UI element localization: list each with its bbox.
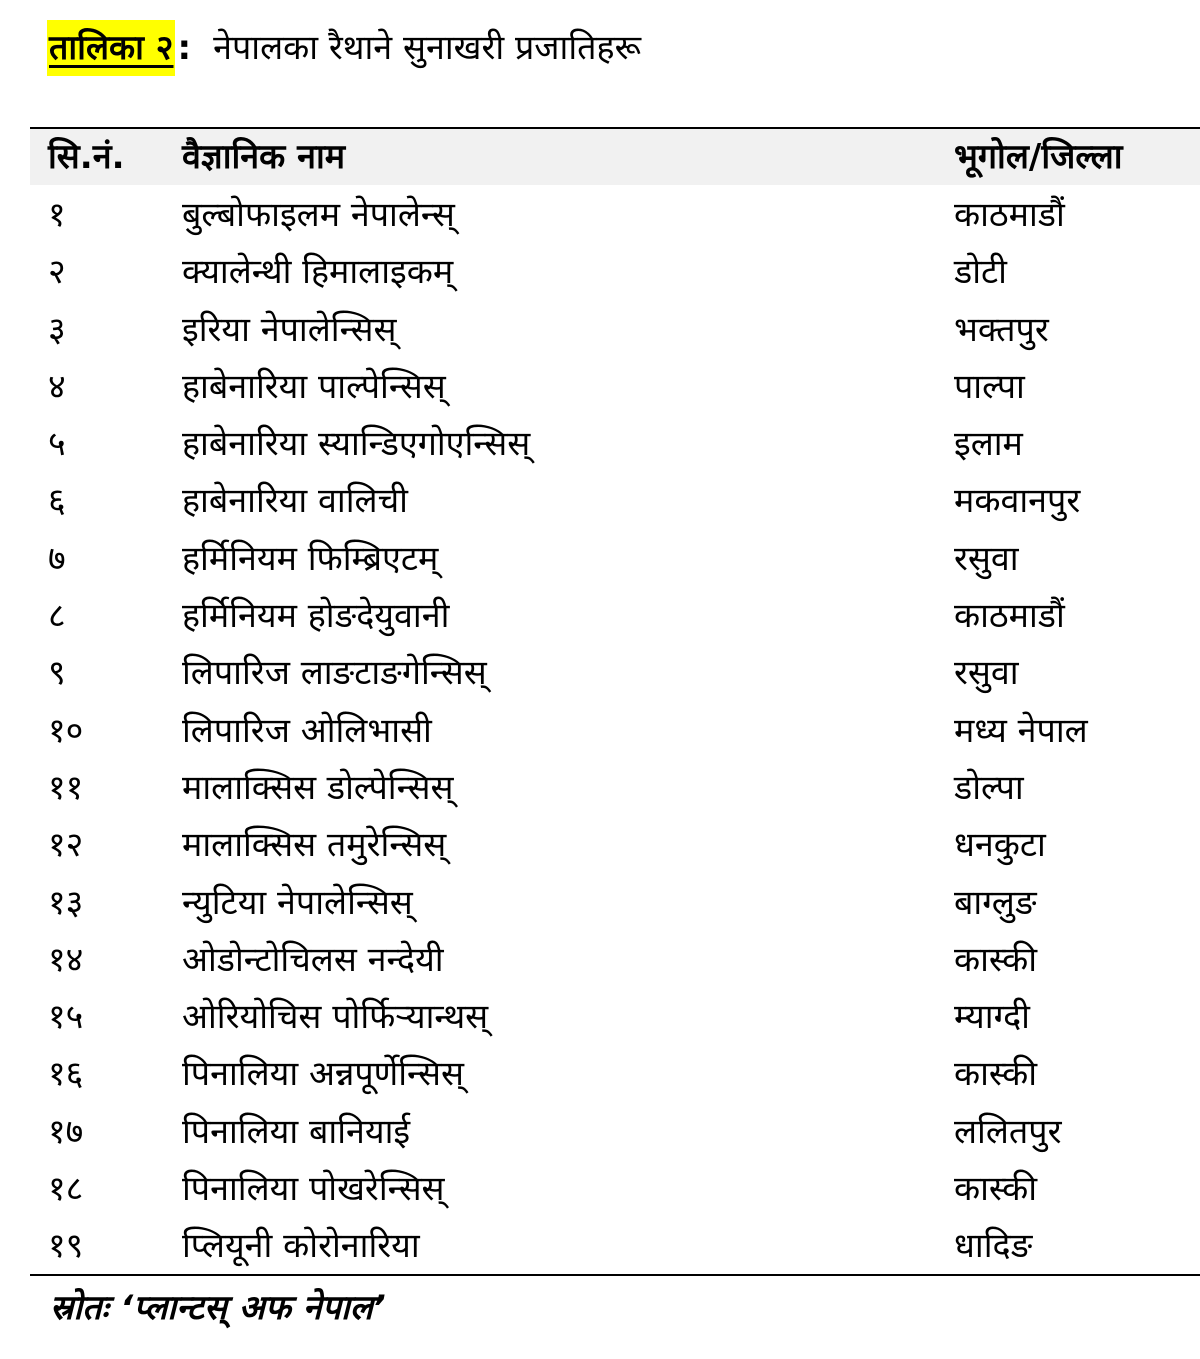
row-district: धनकुटा bbox=[954, 825, 1046, 866]
table-row bbox=[30, 473, 1200, 530]
row-scientific-name: बुल्बोफाइलम नेपालेन्स् bbox=[182, 195, 455, 235]
row-scientific-name: प्लियूनी कोरोनारिया bbox=[182, 1226, 420, 1267]
row-scientific-name: लिपारिज ओलिभासी bbox=[182, 710, 432, 751]
table-row bbox=[30, 1218, 1200, 1275]
row-serial: १२ bbox=[48, 825, 84, 866]
row-scientific-name: मालाक्सिस डोल्पेन्सिस् bbox=[182, 767, 454, 808]
row-district: म्याग्दी bbox=[954, 997, 1030, 1038]
caption-label: तालिका २ bbox=[47, 20, 175, 76]
row-serial: १५ bbox=[48, 997, 84, 1038]
row-district: काठमाडौं bbox=[954, 195, 1065, 235]
table-row bbox=[30, 703, 1200, 760]
table-row bbox=[30, 645, 1200, 702]
row-district: धादिङ bbox=[954, 1226, 1033, 1267]
header-serial: सि.नं. bbox=[48, 137, 125, 177]
table-row bbox=[30, 1104, 1200, 1161]
row-serial: ५ bbox=[48, 424, 66, 465]
table-row bbox=[30, 302, 1200, 359]
table-caption bbox=[47, 20, 641, 76]
table-row bbox=[30, 989, 1200, 1046]
row-scientific-name: ओडोन्टोचिलस नन्देयी bbox=[182, 939, 444, 980]
table-row bbox=[30, 760, 1200, 817]
row-serial: ४ bbox=[48, 366, 66, 407]
table-row bbox=[30, 875, 1200, 932]
table-row bbox=[30, 817, 1200, 874]
table-row bbox=[30, 932, 1200, 989]
table-row bbox=[30, 359, 1200, 416]
row-scientific-name: हाबेनारिया स्यान्डिएगोएन्सिस् bbox=[182, 424, 531, 465]
table-row bbox=[30, 1046, 1200, 1103]
row-scientific-name: पिनालिया अन्नपूर्णेन्सिस् bbox=[182, 1054, 464, 1095]
row-scientific-name: न्युटिया नेपालेन्सिस् bbox=[182, 882, 413, 923]
table-row bbox=[30, 416, 1200, 473]
header-scientific-name: वैज्ञानिक नाम bbox=[182, 137, 346, 177]
row-scientific-name: मालाक्सिस तमुरेन्सिस् bbox=[182, 825, 447, 866]
row-district: कास्की bbox=[954, 939, 1038, 980]
row-scientific-name: हर्मिनियम फिम्ब्रिएटम् bbox=[182, 538, 439, 579]
table-header bbox=[30, 129, 1200, 185]
header-district: भूगोल/जिल्ला bbox=[954, 137, 1123, 177]
table-row bbox=[30, 187, 1200, 244]
row-serial: ९ bbox=[48, 653, 66, 694]
row-serial: २ bbox=[48, 252, 66, 293]
row-district: ललितपुर bbox=[954, 1111, 1062, 1152]
row-scientific-name: इरिया नेपालेन्सिस् bbox=[182, 309, 397, 350]
row-scientific-name: ओरियोचिस पोर्फिर्‍यान्थस् bbox=[182, 997, 489, 1038]
row-serial: १८ bbox=[48, 1169, 84, 1210]
row-serial: ३ bbox=[48, 309, 66, 350]
row-serial: १४ bbox=[48, 939, 84, 980]
caption-colon: : bbox=[177, 28, 192, 68]
row-serial: १६ bbox=[48, 1054, 84, 1095]
row-serial: १९ bbox=[48, 1226, 84, 1267]
table-row bbox=[30, 1161, 1200, 1218]
source-note: स्रोतः ‘प्लान्टस् अफ नेपाल’ bbox=[50, 1288, 386, 1328]
row-serial: ७ bbox=[48, 538, 66, 579]
table-bottom-rule bbox=[30, 1274, 1200, 1276]
table-row bbox=[30, 588, 1200, 645]
row-district: कास्की bbox=[954, 1169, 1038, 1210]
row-district: इलाम bbox=[954, 424, 1023, 465]
row-district: रसुवा bbox=[954, 538, 1019, 579]
row-scientific-name: हाबेनारिया पाल्पेन्सिस् bbox=[182, 366, 446, 407]
table-row bbox=[30, 244, 1200, 301]
row-serial: १७ bbox=[48, 1111, 84, 1152]
row-district: मध्य नेपाल bbox=[954, 710, 1088, 751]
row-scientific-name: हाबेनारिया वालिची bbox=[182, 481, 408, 522]
row-serial: १३ bbox=[48, 882, 84, 923]
row-district: बाग्लुङ bbox=[954, 882, 1037, 923]
caption-text: नेपालका रैथाने सुनाखरी प्रजातिहरू bbox=[213, 28, 642, 68]
row-scientific-name: लिपारिज लाङटाङगेन्सिस् bbox=[182, 653, 487, 694]
row-serial: १० bbox=[48, 710, 84, 751]
row-district: काठमाडौं bbox=[954, 596, 1065, 637]
row-serial: ८ bbox=[48, 596, 66, 637]
row-scientific-name: क्यालेन्थी हिमालाइकम् bbox=[182, 252, 454, 293]
row-district: पाल्पा bbox=[954, 366, 1025, 407]
row-serial: ६ bbox=[48, 481, 66, 522]
row-scientific-name: पिनालिया पोखरेन्सिस् bbox=[182, 1169, 445, 1210]
row-district: रसुवा bbox=[954, 653, 1019, 694]
row-district: भक्तपुर bbox=[954, 309, 1049, 350]
table-body bbox=[30, 187, 1200, 1276]
table-row bbox=[30, 531, 1200, 588]
row-serial: १ bbox=[48, 195, 66, 235]
row-district: कास्की bbox=[954, 1054, 1038, 1095]
row-serial: ११ bbox=[48, 767, 84, 808]
row-scientific-name: हर्मिनियम होङदेयुवानी bbox=[182, 596, 450, 637]
row-district: डोटी bbox=[954, 252, 1007, 293]
row-district: मकवानपुर bbox=[954, 481, 1081, 522]
row-district: डोल्पा bbox=[954, 767, 1024, 808]
row-scientific-name: पिनालिया बानियाई bbox=[182, 1111, 411, 1152]
